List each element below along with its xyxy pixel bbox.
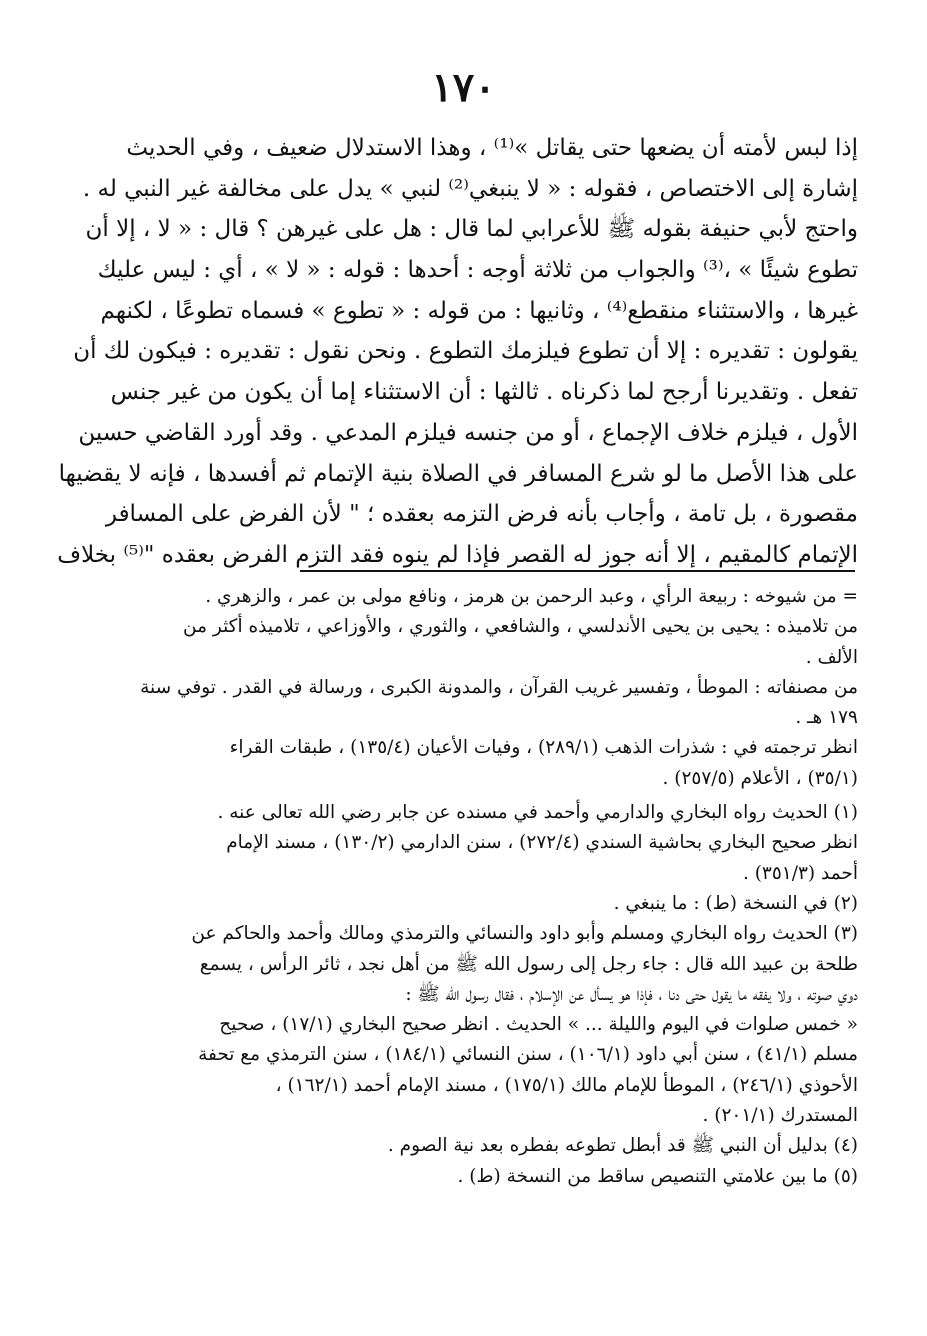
footnote-2: (٢) في النسخة (ط) : ما ينبغي .: [613, 892, 858, 914]
footnote-line: من مصنفاته : الموطأ ، وتفسير غريب القرآن ، والمدونة الكبرى ، ورسالة في القدر . توفي سنة: [140, 676, 858, 698]
footnote-1: (١) الحديث رواه البخاري والدارمي وأحمد في مسنده عن جابر رضي الله تعالى عنه .: [217, 802, 858, 824]
body-line: الإتمام كالمقيم ، إلا أنه جوز له القصر فإذا لم ينوه فقد التزم الفرض بعقده "⁽⁵⁾ بخلاف: [57, 541, 858, 568]
footnote-5: (٥) ما بين علامتي التنصيص ساقط من النسخة (ط) .: [457, 1165, 858, 1187]
body-line: غيرها ، والاستثناء منقطع⁽⁴⁾ ، وثانيها : من قوله : « تطوع » فسماه تطوعًا ، لكنهم: [100, 297, 858, 324]
body-line: مقصورة ، بل تامة ، وأجاب بأنه فرض التزمه بعقده ؛ " لأن الفرض على المسافر: [105, 501, 858, 528]
body-line: إذا لبس لأمته أن يضعها حتى يقاتل »⁽¹⁾ ، وهذا الاستدلال ضعيف ، وفي الحديث: [126, 135, 858, 161]
footnote-3: (٣) الحديث رواه البخاري ومسلم وأبو داود والنسائي والترمذي ومالك وأحمد والحاكم عن: [191, 923, 858, 945]
footnote-line: الألف .: [805, 646, 858, 668]
footnote-line: طلحة بن عبيد الله قال : جاء رجل إلى رسول الله ﷺ من أهل نجد ، ثائر الرأس ، يسمع: [199, 953, 858, 975]
footnote-line: من تلاميذه : يحيى بن يحيى الأندلسي ، والشافعي ، والثوري ، والأوزاعي ، تلاميذه أكثر من: [182, 616, 858, 638]
footnote-line: انظر صحيح البخاري بحاشية السندي (٢٧٢/٤) ، سنن الدارمي (١٣٠/٢) ، مسند الإمام: [226, 832, 858, 854]
body-line: واحتج لأبي حنيفة بقوله ﷺ للأعرابي لما قال : هل على غيرهن ؟ قال : « لا ، إلا أن: [85, 216, 858, 243]
main-text: [57, 128, 858, 576]
footnote-line: (٣٥/١) ، الأعلام (٢٥٧/٥) .: [662, 767, 858, 789]
body-line: يقولون : تقديره : إلا أن تطوع فيلزمك التطوع . ونحن نقول : تقديره : فيكون لك أن: [73, 338, 858, 365]
footnote-line: أحمد (٣٥١/٣) .: [742, 862, 858, 884]
footnotes: [86, 582, 858, 1192]
footnote-line: المستدرك (٢٠١/١) .: [702, 1105, 858, 1127]
footnote-line: انظر ترجمته في : شذرات الذهب (٢٨٩/١) ، وفيات الأعيان (١٣٥/٤) ، طبقات القراء: [229, 737, 858, 759]
body-line: إشارة إلى الاختصاص ، فقوله : « لا ينبغي⁽²⁾ لنبي » يدل على مخالفة غير النبي له .: [82, 175, 858, 202]
body-line: على هذا الأصل ما لو شرع المسافر في الصلاة بنية الإتمام ثم أفسدها ، فإنه لا يقضيها: [58, 460, 858, 487]
footnote-line: مسلم (٤١/١) ، سنن أبي داود (١٠٦/١) ، سنن النسائي (١٨٤/١) ، سنن الترمذي مع تحفة: [198, 1044, 858, 1066]
footnote-4: (٤) بدليل أن النبي ﷺ قد أبطل تطوعه بفطره بعد نية الصوم .: [387, 1135, 858, 1157]
footnote-separator: [300, 570, 855, 572]
footnote-line: « خمس صلوات في اليوم والليلة ... » الحديث . انظر صحيح البخاري (١٧/١) ، صحيح: [219, 1014, 858, 1036]
page-number: ١٧٠: [431, 64, 496, 111]
footnote-line: دوي صوته ، ولا يفقه ما يقول حتى دنا ، فإذا هو يسأل عن الإسلام ، فقال رسول الله ﷺ :: [405, 983, 858, 1005]
footnote-line: = من شيوخه : ربيعة الرأي ، وعبد الرحمن بن هرمز ، ونافع مولى بن عمر ، والزهري .: [205, 586, 858, 607]
body-line: تطوع شيئًا » ،⁽³⁾ والجواب من ثلاثة أوجه : أحدها : قوله : « لا » ، أي : ليس عليك: [97, 257, 858, 284]
footnote-line: ١٧٩ هـ .: [795, 707, 858, 729]
body-line: تفعل . وتقديرنا أرجح لما ذكرناه . ثالثها : أن الاستثناء إما أن يكون من غير جنس: [110, 379, 858, 406]
footnote-line: الأحوذي (٢٤٦/١) ، الموطأ للإمام مالك (١٧٥/١) ، مسند الإمام أحمد (١٦٢/١) ،: [275, 1074, 858, 1096]
body-line: الأول ، فيلزم خلاف الإجماع ، أو من جنسه فيلزم المدعي . وقد أورد القاضي حسين: [78, 419, 858, 446]
